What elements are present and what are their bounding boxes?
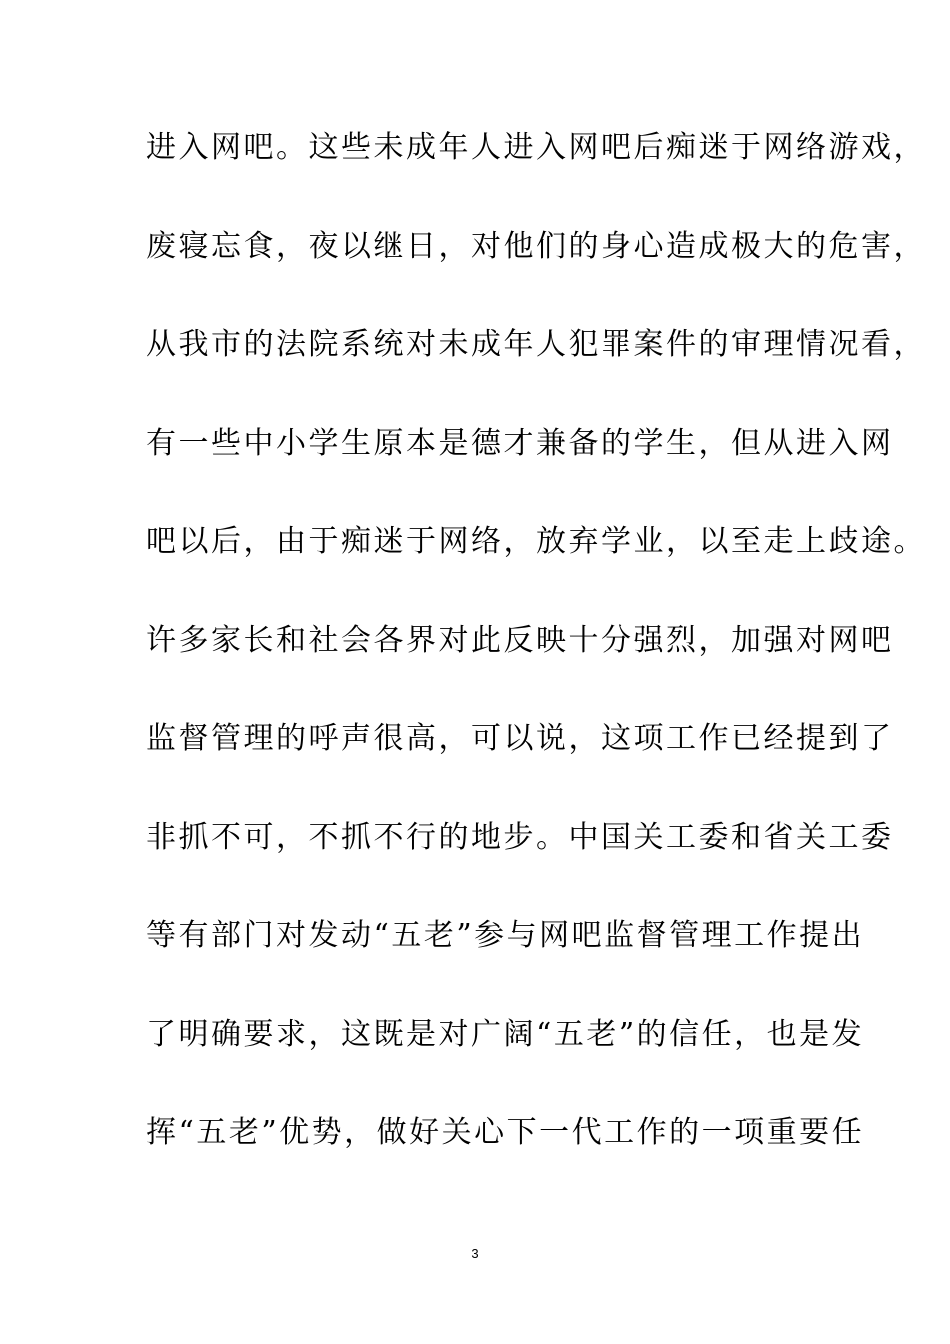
page-number: 3	[471, 1246, 479, 1261]
text-line: 从我市的法院系统对未成年人犯罪案件的审理情况看，	[146, 327, 926, 362]
text-line: 监督管理的呼声很高，可以说，这项工作已经提到了	[146, 721, 894, 756]
text-line: 废寝忘食，夜以继日，对他们的身心造成极大的危害，	[146, 228, 926, 264]
text-line: 挥“五老”优势，做好关心下一代工作的一项重要任	[146, 1115, 865, 1150]
text-line: 进入网吧。这些未成年人进入网吧后痴迷于网络游戏，	[146, 130, 926, 165]
text-line: 吧以后，由于痴迷于网络，放弃学业，以至走上歧途。	[146, 524, 926, 559]
text-line: 了明确要求，这既是对广阔“五老”的信任，也是发	[146, 1016, 865, 1052]
text-line: 有一些中小学生原本是德才兼备的学生，但从进入网	[146, 425, 894, 461]
text-line: 非抓不可，不抓不行的地步。中国关工委和省关工委	[146, 819, 894, 855]
text-line: 许多家长和社会各界对此反映十分强烈，加强对网吧	[146, 622, 894, 658]
body-text	[146, 118, 926, 1202]
text-line: 等有部门对发动“五老”参与网吧监督管理工作提出	[146, 918, 865, 953]
